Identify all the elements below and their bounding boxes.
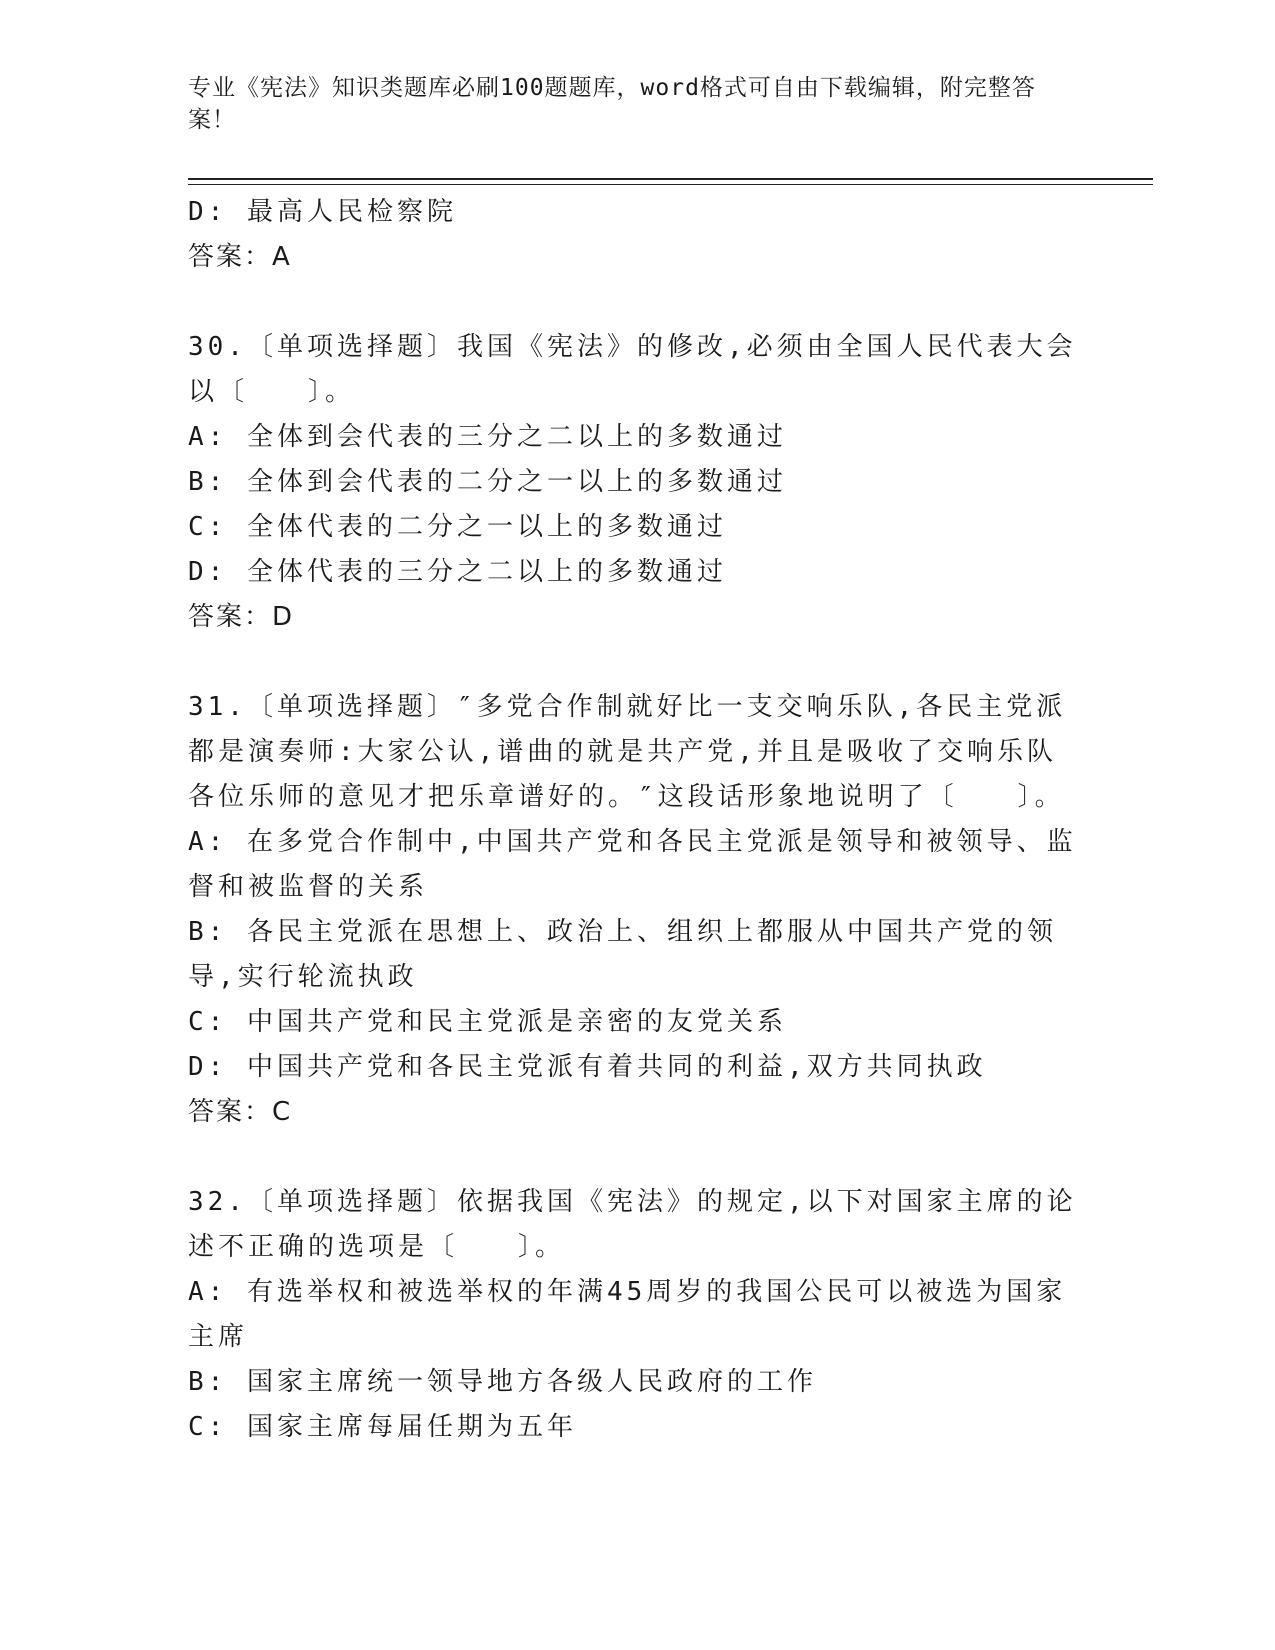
page-header: 专业《宪法》知识类题库必刷100题题库，word格式可自由下载编辑，附完整答案！ xyxy=(188,75,1036,133)
question-30 xyxy=(188,325,1078,640)
answer: 答案：A xyxy=(188,242,292,272)
header-divider-thin xyxy=(188,184,1153,185)
document-body xyxy=(188,190,1078,1450)
question-32 xyxy=(188,1180,1078,1450)
option-b: B: 各民主党派在思想上、政治上、组织上都服从中国共产党的领导,实行轮流执政 xyxy=(188,917,1057,992)
option-d: D: 最高人民检察院 xyxy=(188,197,457,227)
option-a: A: 全体到会代表的三分之二以上的多数通过 xyxy=(188,422,787,452)
question-31 xyxy=(188,685,1078,1135)
option-c: C: 国家主席每届任期为五年 xyxy=(188,1412,577,1442)
option-a: A: 有选举权和被选举权的年满45周岁的我国公民可以被选为国家主席 xyxy=(188,1277,1067,1352)
option-d: D: 中国共产党和各民主党派有着共同的利益,双方共同执政 xyxy=(188,1052,987,1082)
option-b: B: 国家主席统一领导地方各级人民政府的工作 xyxy=(188,1367,817,1397)
header-divider xyxy=(188,178,1153,180)
question-stem: 30.〔单项选择题〕我国《宪法》的修改,必须由全国人民代表大会以〔 〕。 xyxy=(188,332,1077,407)
option-b: B: 全体到会代表的二分之一以上的多数通过 xyxy=(188,467,787,497)
option-a: A: 在多党合作制中,中国共产党和各民主党派是领导和被领导、监督和被监督的关系 xyxy=(188,827,1077,902)
option-d: D: 全体代表的三分之二以上的多数通过 xyxy=(188,557,727,587)
question-stem: 31.〔单项选择题〕″多党合作制就好比一支交响乐队,各民主党派都是演奏师:大家公认,谱曲的就是共产党,并且是吸收了交响乐队各位乐师的意见才把乐章谱好的。″这段话形象地说明了〔 〕。 xyxy=(188,692,1067,812)
option-c: C: 全体代表的二分之一以上的多数通过 xyxy=(188,512,727,542)
answer: 答案：D xyxy=(188,602,295,632)
question-stem: 32.〔单项选择题〕依据我国《宪法》的规定,以下对国家主席的论述不正确的选项是〔 〕。 xyxy=(188,1187,1077,1262)
answer: 答案：C xyxy=(188,1097,293,1127)
option-c: C: 中国共产党和民主党派是亲密的友党关系 xyxy=(188,1007,787,1037)
